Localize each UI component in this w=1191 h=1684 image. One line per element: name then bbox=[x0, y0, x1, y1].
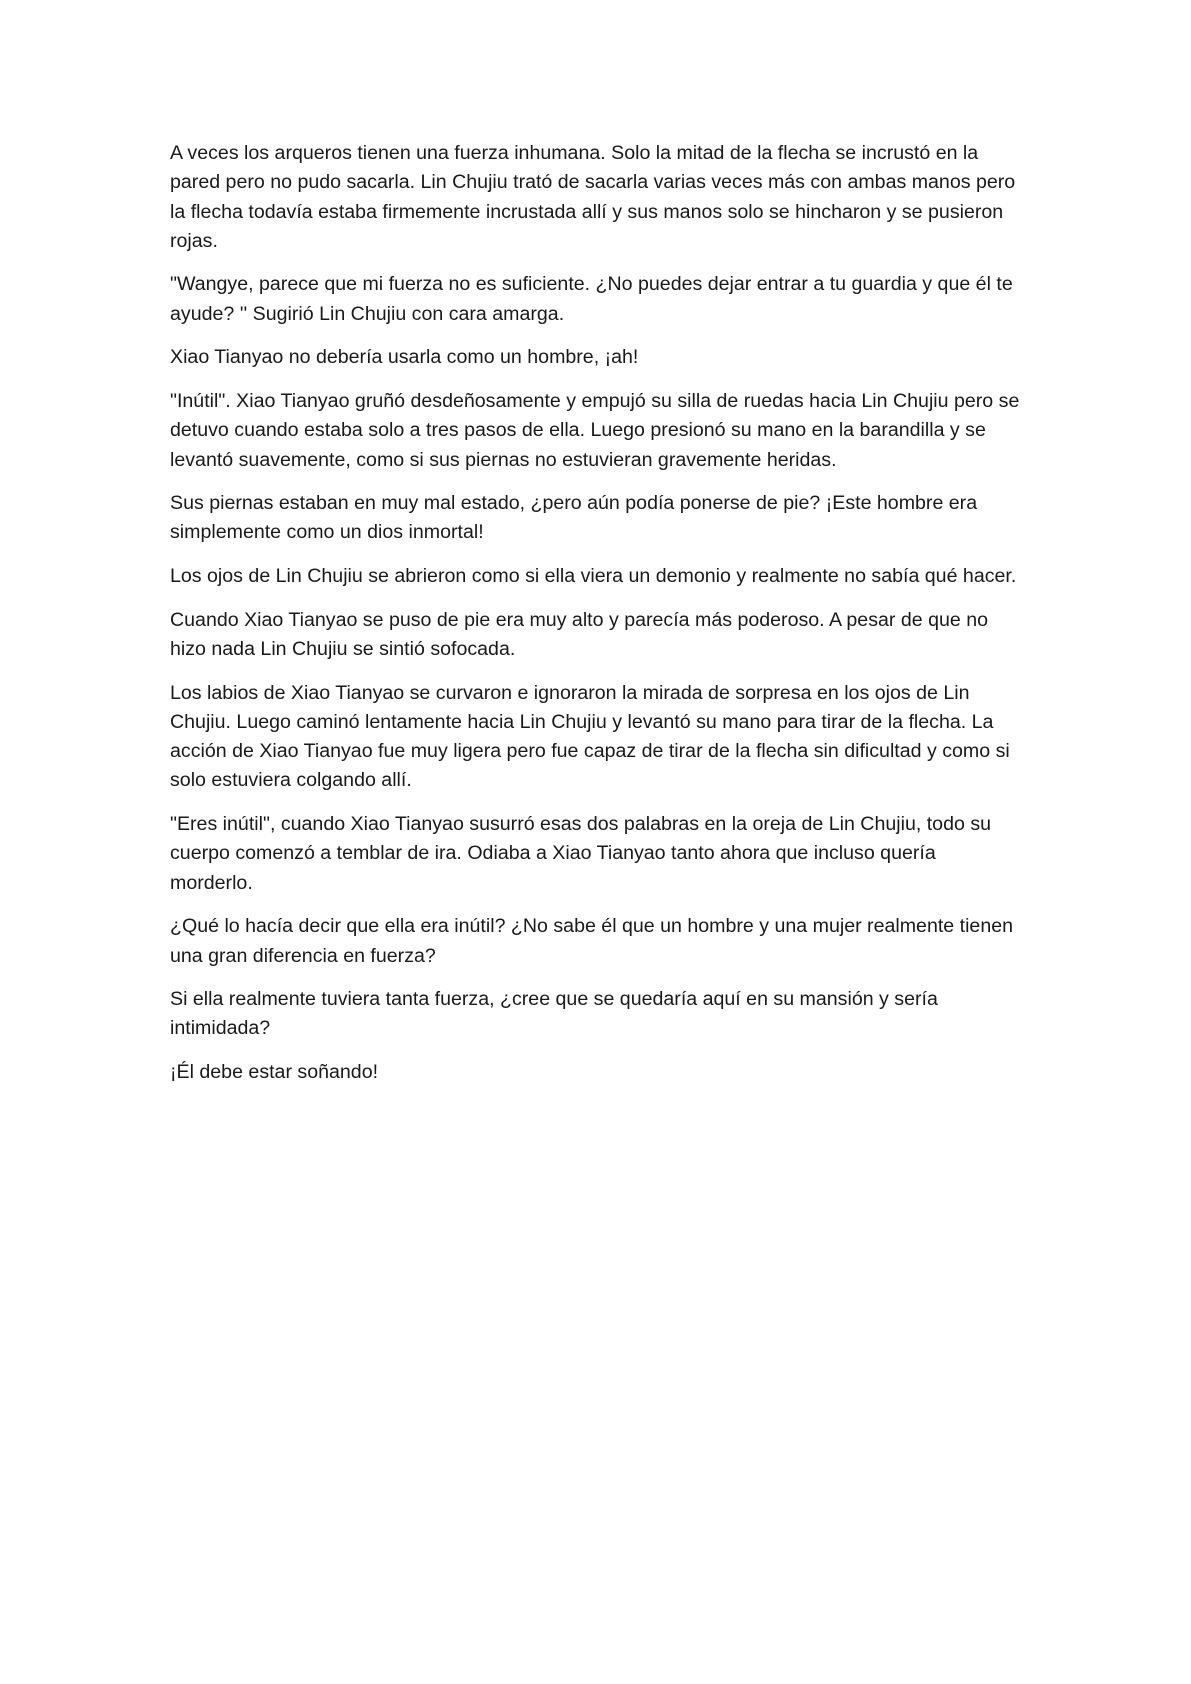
document-body bbox=[170, 139, 1020, 1102]
paragraph-1: A veces los arqueros tienen una fuerza inhumana. Solo la mitad de la flecha se incrustó en la pared pero no pudo sacarla. Lin Chujiu trató de sacarla varias veces más con ambas manos pero la flecha todavía estaba firmemente incrustada allí y sus manos solo se hincharon y se pusieron rojas. bbox=[170, 142, 1016, 252]
paragraph-8: Los labios de Xiao Tianyao se curvaron e ignoraron la mirada de sorpresa en los ojos de Lin Chujiu. Luego caminó lentamente hacia Lin Chujiu y levantó su mano para tirar de la flecha. La acción de Xiao Tianyao fue muy ligera pero fue capaz de tirar de la flecha sin dificultad y como si solo estuviera colgando allí. bbox=[170, 681, 1010, 792]
paragraph-5: Sus piernas estaban en muy mal estado, ¿pero aún podía ponerse de pie? ¡Este hombre era simplemente como un dios inmortal! bbox=[170, 492, 978, 544]
paragraph-6: Los ojos de Lin Chujiu se abrieron como si ella viera un demonio y realmente no sabía qué hacer. bbox=[170, 565, 1017, 588]
paragraph-7: Cuando Xiao Tianyao se puso de pie era muy alto y parecía más poderoso. A pesar de que no hizo nada Lin Chujiu se sintió sofocada. bbox=[170, 608, 989, 660]
paragraph-11: Si ella realmente tuviera tanta fuerza, ¿cree que se quedaría aquí en su mansión y sería intimidada? bbox=[170, 988, 938, 1040]
paragraph-2: "Wangye, parece que mi fuerza no es suficiente. ¿No puedes dejar entrar a tu guardia y que él te ayude? '' Sugirió Lin Chujiu con cara amarga. bbox=[170, 273, 1013, 325]
paragraph-10: ¿Qué lo hacía decir que ella era inútil? ¿No sabe él que un hombre y una mujer realmente tienen una gran diferencia en fuerza? bbox=[170, 915, 1014, 967]
paragraph-12: ¡Él debe estar soñando! bbox=[170, 1060, 379, 1083]
paragraph-3: Xiao Tianyao no debería usarla como un hombre, ¡ah! bbox=[170, 346, 639, 369]
paragraph-4: "Inútil". Xiao Tianyao gruñó desdeñosamente y empujó su silla de ruedas hacia Lin Chujiu pero se detuvo cuando estaba solo a tres pasos de ella. Luego presionó su mano en la barandilla y se levantó suavemente, como si sus piernas no estuvieran gravemente heridas. bbox=[170, 389, 1020, 471]
paragraph-9: "Eres inútil", cuando Xiao Tianyao susurró esas dos palabras en la oreja de Lin Chujiu, todo su cuerpo comenzó a temblar de ira. Odiaba a Xiao Tianyao tanto ahora que incluso quería morderlo. bbox=[170, 813, 992, 894]
